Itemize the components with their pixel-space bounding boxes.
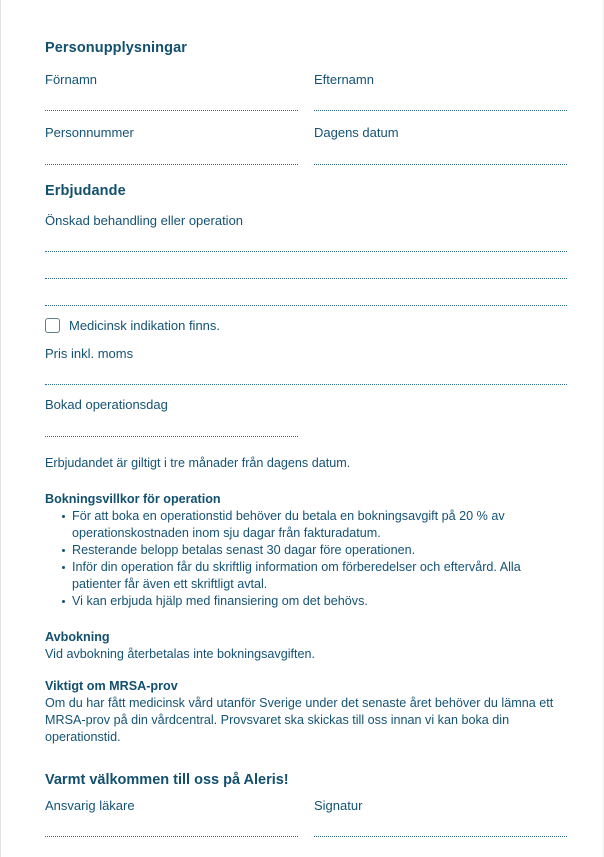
field-label-responsible-doctor: Ansvarig läkare <box>45 797 135 813</box>
mrsa-text: Om du har fått medicinsk vård utanför Sverige under det senaste året behöver du lämna ett MRSA-prov på din vårdcentral. Provsvaret ska skickas till oss innan vi kan boka din operationstid. <box>45 696 554 744</box>
cancellation-text: Vid avbokning återbetalas inte bokningsavgiften. <box>45 646 316 661</box>
list-item: Inför din operation får du skriftlig information om förberedelser och eftervård. Alla patienter får även ett skriftligt avtal. <box>62 559 567 592</box>
input-personnummer[interactable] <box>45 164 298 165</box>
name-fields-row <box>45 72 567 111</box>
checkbox-label-medical-indication: Medicinsk indikation finns. <box>69 317 221 333</box>
section-title-cancellation: Avbokning <box>45 629 110 644</box>
page-title: Personupplysningar <box>45 40 187 56</box>
section-title-terms: Bokningsvillkor för operation <box>45 492 221 507</box>
checkbox-medical-indication[interactable] <box>45 318 60 333</box>
field-signature <box>314 798 567 837</box>
field-label-signature: Signatur <box>314 797 363 813</box>
field-responsible-doctor <box>45 798 298 837</box>
medical-indication-row[interactable] <box>45 318 567 334</box>
section-title-mrsa: Viktigt om MRSA-prov <box>45 679 178 694</box>
input-signature[interactable] <box>314 836 567 837</box>
section-title-erbjudande: Erbjudande <box>45 182 126 199</box>
list-item: Vi kan erbjuda hjälp med finansiering om det behövs. <box>62 593 567 610</box>
field-label-price: Pris inkl. moms <box>45 346 134 361</box>
id-fields-row <box>45 125 567 164</box>
closing-title: Varmt välkommen till oss på Aleris! <box>45 771 289 788</box>
input-firstname[interactable] <box>45 110 298 111</box>
field-label-personnummer: Personnummer <box>45 125 134 141</box>
field-lastname <box>314 72 567 111</box>
field-todays-date <box>314 125 567 164</box>
list-item: För att boka en operationstid behöver du betala en bokningsavgift på 20 % av operationskostnaden inom sju dagar från fakturadatum. <box>62 508 567 541</box>
input-responsible-doctor[interactable] <box>45 836 298 837</box>
field-label-firstname: Förnamn <box>45 72 98 87</box>
field-label-booked-day: Bokad operationsdag <box>45 397 168 413</box>
list-item: Resterande belopp betalas senast 30 dagar före operationen. <box>62 542 567 559</box>
field-personnummer <box>45 125 298 164</box>
field-firstname <box>45 72 298 111</box>
signature-fields-row <box>45 798 567 837</box>
input-lastname[interactable] <box>314 110 567 111</box>
terms-bullet-list <box>45 508 567 610</box>
input-todays-date[interactable] <box>314 164 567 165</box>
form-sheet <box>45 0 567 837</box>
field-label-lastname: Efternamn <box>314 72 374 87</box>
field-label-todays-date: Dagens datum <box>314 125 399 141</box>
validity-note: Erbjudandet är giltigt i tre månader från dagens datum. <box>45 455 351 470</box>
field-label-treatment: Önskad behandling eller operation <box>45 212 244 228</box>
